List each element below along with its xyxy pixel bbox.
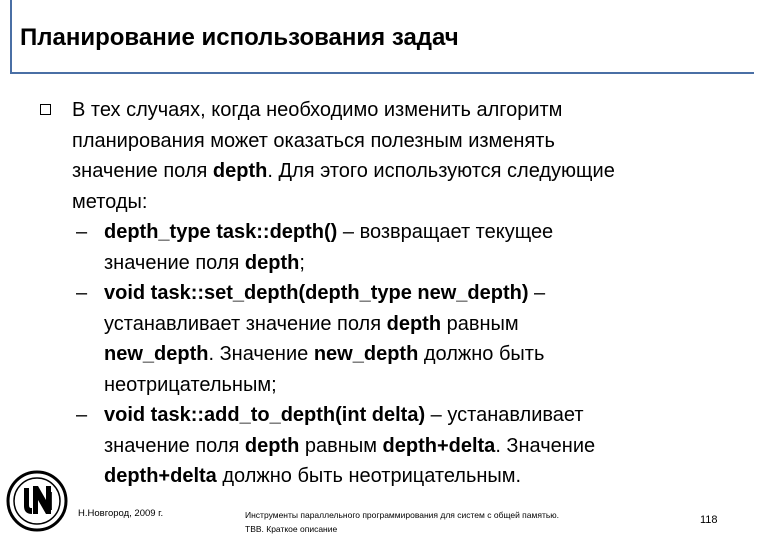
code-term: depth_type task::depth() <box>104 221 338 243</box>
method-item-depth <box>72 217 752 248</box>
dash-marker: – <box>76 404 88 426</box>
text-segment: значение поля <box>72 160 213 182</box>
text-segment: ; <box>299 251 305 274</box>
text-segment: . Значение <box>208 343 314 365</box>
footer-course-title <box>245 508 559 536</box>
code-term: depth+delta <box>104 465 217 487</box>
intro-line-1: В тех случаях, когда необходимо изменить алгоритм <box>72 99 563 121</box>
code-term: new_depth <box>104 343 209 365</box>
code-term: void task::add_to_depth(int delta) <box>104 404 426 426</box>
text-segment: – возвращает текущее <box>337 221 554 243</box>
intro-line-4: методы: <box>72 190 148 213</box>
text-segment: устанавливает значение поля <box>104 312 387 335</box>
footer-location-date: Н.Новгород, 2009 г. <box>78 508 164 519</box>
intro-line-3 <box>72 156 752 187</box>
slide-title: Планирование использования задач <box>20 24 459 51</box>
method-item-set-depth-cont <box>72 370 752 401</box>
text-segment: неотрицательным; <box>104 373 277 396</box>
code-term: depth <box>386 312 442 335</box>
page-number: 118 <box>700 514 718 526</box>
intro-line-2: планирования может оказаться полезным изменять <box>72 129 555 152</box>
code-term: depth+delta <box>382 434 496 457</box>
text-segment: значение поля <box>104 434 245 457</box>
dash-marker: – <box>76 221 88 243</box>
text-segment: должно быть неотрицательным. <box>216 465 522 487</box>
square-bullet-icon <box>40 104 51 115</box>
code-term: depth <box>244 251 300 274</box>
footer-course-line-1: Инструменты параллельного программирования для систем с общей памятью. <box>245 510 560 520</box>
text-segment: значение поля <box>104 251 245 274</box>
method-item-set-depth-cont <box>72 339 752 370</box>
text-segment: – устанавливает <box>425 404 584 426</box>
slide-body <box>72 95 752 492</box>
method-item-add-to-depth-cont <box>72 431 752 462</box>
code-term: depth <box>212 160 268 182</box>
code-term: new_depth <box>313 343 419 365</box>
unn-logo-icon <box>6 470 68 532</box>
footer-course-line-2: TBB. Краткое описание <box>245 524 338 534</box>
text-segment: . Для этого используются следующие <box>267 160 615 182</box>
text-segment: . Значение <box>495 434 596 457</box>
method-item-set-depth <box>72 278 752 309</box>
text-segment: должно быть <box>418 343 545 365</box>
text-segment: равным <box>441 312 519 335</box>
code-term: void task::set_depth(depth_type new_depth) <box>104 282 529 304</box>
method-item-add-to-depth <box>72 400 752 431</box>
dash-marker: – <box>76 282 88 304</box>
code-term: depth <box>244 434 300 457</box>
method-item-depth-cont <box>72 248 752 279</box>
text-segment: равным <box>299 434 383 457</box>
method-item-set-depth-cont <box>72 309 752 340</box>
method-item-add-to-depth-cont <box>72 461 752 492</box>
text-segment: – <box>528 282 546 304</box>
